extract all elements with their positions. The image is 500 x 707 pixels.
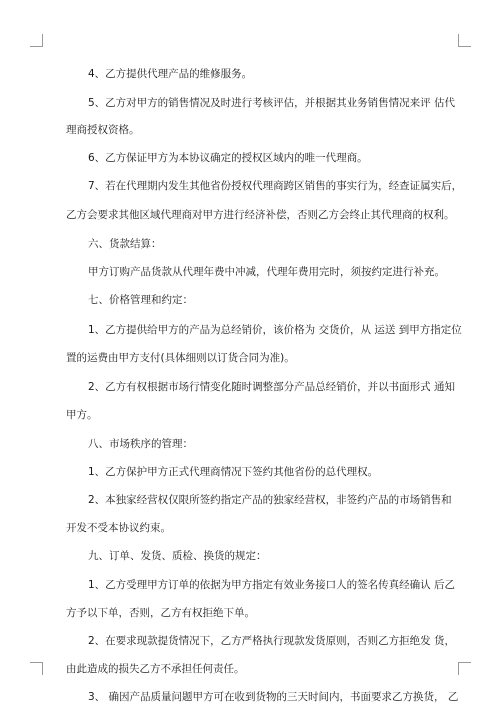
crop-mark-bottom-right [458,662,471,675]
clause-line: 2、在要求现款提货情况下，乙方严格执行现款发货原则，否则乙方拒绝发 货， [88,635,456,647]
section-heading: 九、订单、发货、质检、换货的规定： [88,550,267,562]
clause-line: 理商授权资格。 [66,124,140,136]
clause-line: 1、乙方提供给甲方的产品为总经销价，该价格为 交货价，从 运送 到甲方指定位 [88,324,462,336]
clause-line: 由此造成的损失乙方不承担任何责任。 [66,663,245,675]
crop-mark-top-right [458,34,471,47]
clause-line: 7、若在代理期内发生其他省份授权代理商跨区销售的事实行为，经查证属实后， [88,180,463,192]
crop-mark-bottom-left [30,662,43,675]
clause-line: 5、乙方对甲方的销售情况及时进行考核评估，并根据其业务销售情况来评 估代 [88,97,456,109]
clause-line: 甲方订购产品货款从代理年费中冲减，代理年费用完时，须按约定进行补充。 [88,266,445,278]
clause-line: 1、乙方保护甲方正式代理商情况下签约其他省份的总代理权。 [88,466,379,478]
clause-line: 开发不受本协议约束。 [66,522,171,534]
clause-line: 4、乙方提供代理产品的维修服务。 [88,68,253,80]
clause-line: 乙方会要求其他区域代理商对甲方进行经济补偿，否则乙方会终止其代理商的权利。 [66,209,455,221]
section-heading: 七、价格管理和约定： [88,294,193,306]
clause-line: 2、乙方有权根据市场行情变化随时调整部分产品总经销价，并以书面形式 通知 [88,381,456,393]
clause-line: 置的运费由甲方支付(具体细则以订货合同为准)。 [66,352,295,364]
section-heading: 八、市场秩序的管理： [88,438,193,450]
section-heading: 六、货款结算： [88,238,162,250]
clause-line: 甲方。 [66,409,98,421]
clause-line: 6、乙方保证甲方为本协议确定的授权区域内的唯一代理商。 [88,152,368,164]
clause-line: 2、本独家经营权仅限所签约指定产品的独家经营权，非签约产品的市场销售和 [88,494,452,506]
clause-line: 3、 确因产品质量问题甲方可在收到货物的三天时间内，书面要求乙方换货， 乙 [88,691,459,703]
crop-mark-top-left [30,34,43,47]
clause-line: 方予以下单，否则，乙方有权拒绝下单。 [66,607,255,619]
clause-line: 1、乙方受理甲方订单的依据为甲方指定有效业务接口人的签名传真经确认 后乙 [88,579,456,591]
